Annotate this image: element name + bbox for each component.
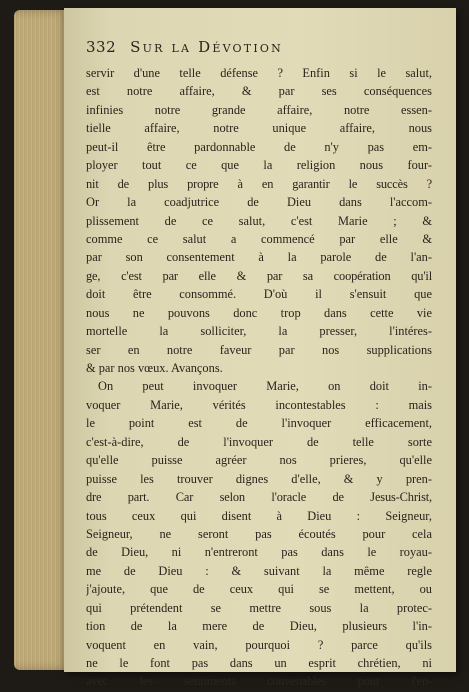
text-line: ser en notre faveur par nos supplications [86,342,432,357]
text-line: Or la coadjutrice de Dieu dans l'accom- [86,195,432,210]
running-head [86,38,438,60]
text-line: peut-il être pardonnable de n'y pas em- [86,139,432,154]
text-line: servir d'une telle défense ? Enfin si le salut, [86,66,432,80]
text-line: j'ajoute, que de ceux qui se mettent, ou [86,582,432,597]
paragraph-2 [86,377,432,690]
text-line: le point est de l'invoquer efficacement, [86,416,432,431]
text-line: tous ceux qui disent à Dieu : Seigneur, [86,508,432,523]
text-line: de Dieu, ni n'entreront pas dans le royau- [86,545,432,560]
text-line: qui prétendent se mettre sous la protec- [86,600,432,615]
page-number: 332 [86,38,117,56]
running-title: Sur la Dévotion [130,38,283,56]
text-line: plissement de ce salut, c'est Marie ; & [86,213,432,228]
text-line: ployer tout ce que la religion nous four- [86,158,432,173]
text-line: ge, c'est par elle & par sa coopération qu'il [86,268,432,283]
text-line: voquer Marie, vérités incontestables : mais [86,397,432,412]
text-line: est notre affaire, & par ses conséquences [86,84,432,99]
text-line: avec les sentiments convenables pour l'en- [86,674,432,689]
text-line: comme ce salut a commencé par elle & [86,231,432,246]
text-line: & par nos vœux. Avançons. [86,361,223,375]
text-line: c'est-à-dire, de l'invoquer de telle sorte [86,434,432,449]
text-line: voquent en vain, pourquoi ? parce qu'ils [86,637,432,652]
text-block [86,64,432,691]
text-line: ne le font pas dans un esprit chrétien, ni [86,656,432,670]
text-line: mortelle la solliciter, la presser, l'intéres- [86,324,432,339]
text-line: tion de la mere de Dieu, plusieurs l'in- [86,619,432,634]
book-page [64,8,456,689]
text-line: On peut invoquer Marie, on doit in- [98,379,432,394]
text-line: par son consentement à la parole de l'an- [86,250,432,265]
text-line: infinies notre grande affaire, notre essen- [86,102,432,117]
text-line: Seigneur, ne seront pas écoutés pour cela [86,526,432,541]
text-line: nit de plus propre à en garantir le succès ? [86,176,432,191]
text-line: doit être consommé. D'où il s'ensuit que [86,287,432,302]
text-line: tielle affaire, notre unique affaire, nous [86,121,432,136]
text-line: qu'elle puisse agréer nos prieres, qu'elle [86,453,432,468]
text-line: nous ne pouvons donc trop dans cette vie [86,305,432,320]
text-line: dre part. Car selon l'oracle de Jesus-Christ, [86,490,432,505]
text-line: puisse les trouver dignes d'elle, & y pren- [86,471,432,486]
text-line: me de Dieu : & suivant la même regle [86,563,432,578]
paragraph-1 [86,64,432,377]
